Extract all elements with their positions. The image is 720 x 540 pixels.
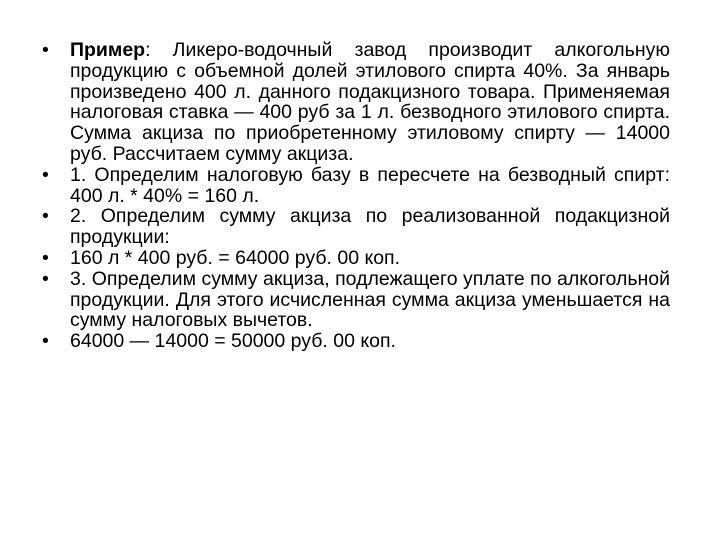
bullet-icon: •	[42, 246, 49, 269]
calc-1-text: 160 л * 400 руб. = 64000 руб. 00 коп.	[70, 246, 401, 269]
bullet-item-step-2	[30, 206, 670, 248]
step-1-text: 1. Определим налоговую базу в пересчете на безводный спирт: 400 л. * 40% = 160 л.	[70, 163, 670, 207]
bullet-list	[30, 40, 670, 352]
bullet-icon: •	[42, 39, 49, 61]
example-text: : Ликеро-водочный завод производит алкогольную продукцию с объемной долей этилового спирта 40%. За январь произведено 400 л. данного подакцизного товара. Применяемая налоговая ставка — 400 руб за 1 л. безводного этилового спирта. Сумма акциза по приобретенному этиловому спирту — 14000 руб. Рассчитаем сумму акциза.	[70, 39, 670, 165]
bullet-item-calc-2	[30, 331, 670, 352]
slide-content	[30, 40, 670, 352]
calc-2-text: 64000 — 14000 = 50000 руб. 00 коп.	[70, 330, 396, 353]
bullet-icon: •	[42, 205, 49, 228]
step-3-text: 3. Определим сумму акциза, подлежащего уплате по алкогольной продукции. Для этого исчисленная сумма акциза уменьшается на сумму налоговых вычетов.	[70, 267, 670, 332]
bullet-icon: •	[42, 163, 49, 186]
step-2-text: 2. Определим сумму акциза по реализованной подакцизной продукции:	[70, 205, 670, 249]
bullet-item-step-3	[30, 269, 670, 331]
example-label: Пример	[70, 39, 146, 61]
bullet-icon: •	[42, 267, 49, 290]
bullet-item-step-1	[30, 165, 670, 207]
bullet-icon: •	[42, 330, 49, 353]
bullet-item-calc-1	[30, 248, 670, 269]
bullet-item-example	[30, 40, 670, 165]
